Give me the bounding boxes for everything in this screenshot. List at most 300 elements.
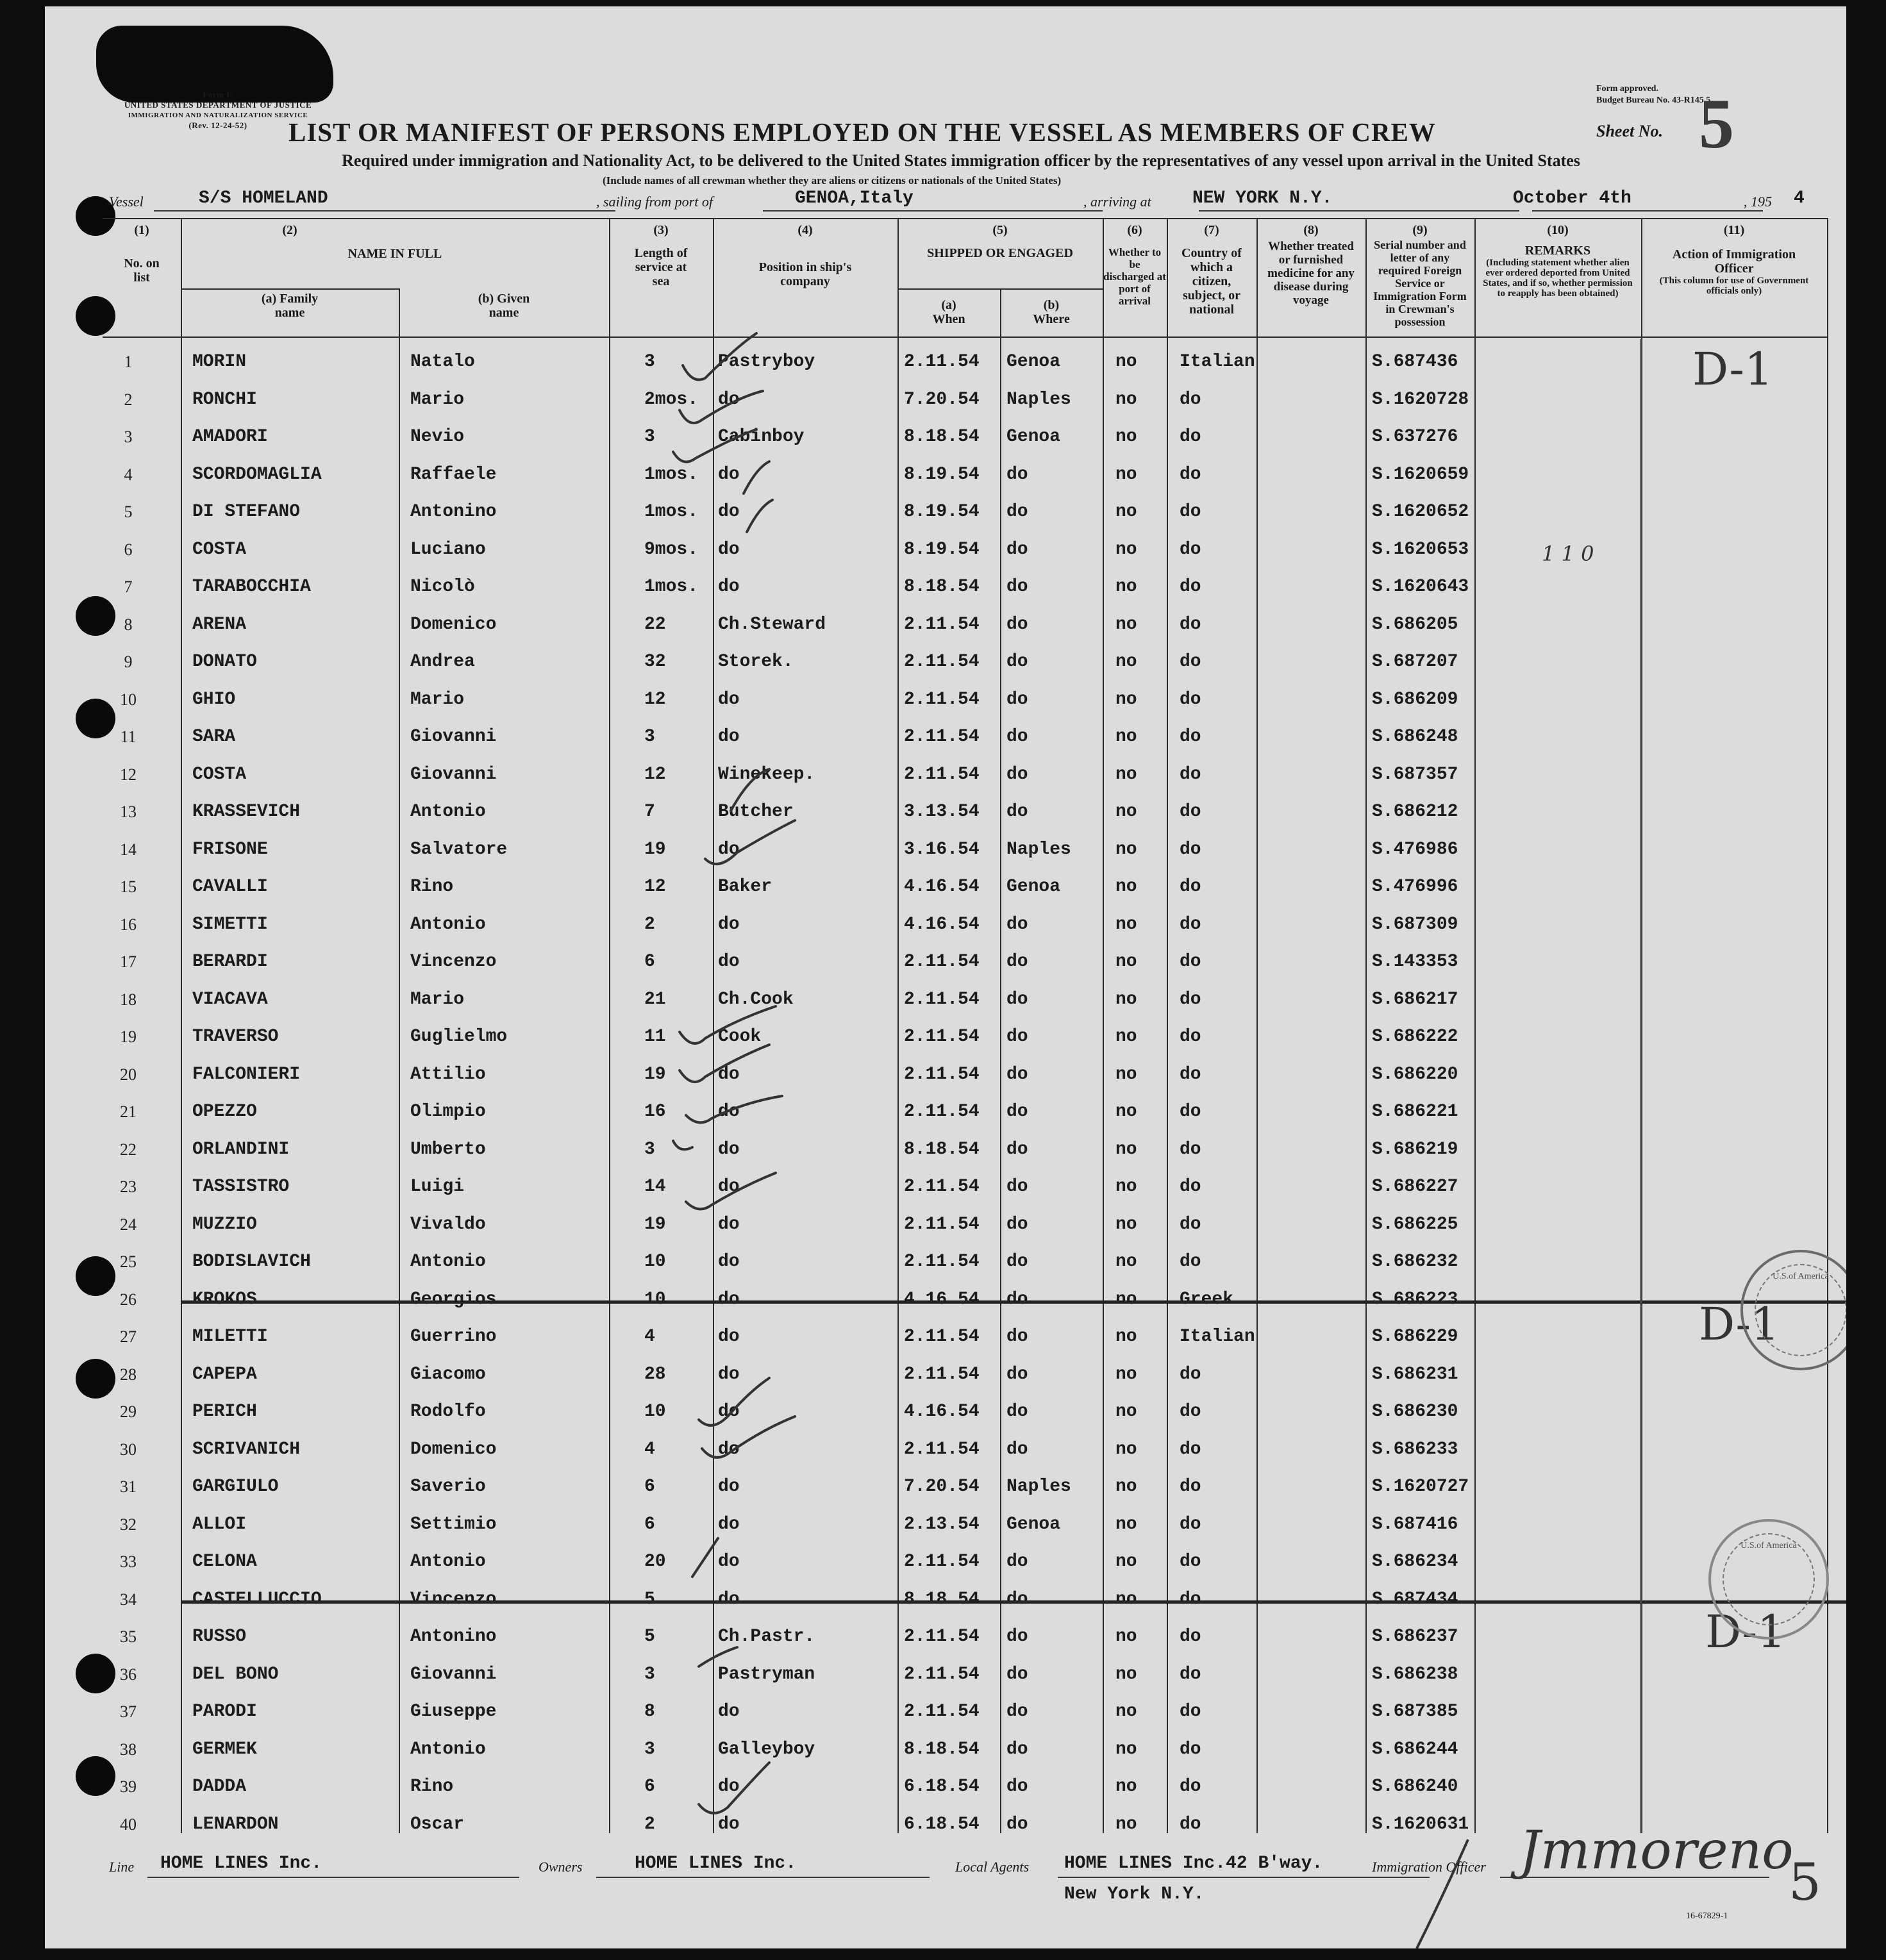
row-number: 7: [124, 577, 133, 596]
serial-number: S.686219: [1372, 1139, 1458, 1159]
country: do: [1180, 502, 1201, 522]
row-number: 3: [124, 428, 133, 446]
family-name: COSTA: [192, 539, 247, 560]
country: do: [1180, 577, 1201, 597]
serial-number: S.686240: [1372, 1777, 1458, 1797]
col-label: Action of Immigration Officer: [1672, 247, 1796, 276]
country: do: [1180, 1739, 1201, 1759]
position: Pastryboy: [718, 352, 815, 372]
shipped-where: do: [1006, 1177, 1028, 1197]
given-name: Guerrino: [410, 1327, 497, 1347]
row-number: 23: [120, 1177, 137, 1196]
serial-number: S.686212: [1372, 802, 1458, 822]
shipped-when: 2.11.54: [904, 1252, 980, 1272]
country: do: [1180, 652, 1201, 672]
family-name: DI STEFANO: [192, 502, 301, 522]
form-code: 16-67829-1: [1686, 1911, 1728, 1921]
discharge: no: [1115, 727, 1137, 747]
country: do: [1180, 1102, 1201, 1122]
shipped-where: do: [1006, 502, 1028, 522]
given-name: Oscar: [410, 1814, 465, 1834]
row-number: 27: [120, 1327, 137, 1346]
position: do: [718, 727, 740, 747]
officer-signature: Jmmoreno: [1519, 1820, 1794, 1881]
length-of-service: 6: [644, 1477, 655, 1497]
vessel-value: S/S HOMELAND: [199, 188, 328, 208]
given-name: Salvatore: [410, 839, 508, 860]
underline: [596, 1877, 930, 1878]
position: do: [718, 689, 740, 710]
family-name: VIACAVA: [192, 989, 268, 1009]
position: Pastryman: [718, 1664, 815, 1684]
length-of-service: 32: [644, 652, 666, 672]
country: do: [1180, 614, 1201, 635]
country: do: [1180, 1552, 1201, 1572]
length-of-service: 1mos.: [644, 464, 699, 485]
given-name: Giacomo: [410, 1364, 486, 1384]
family-name: SCORDOMAGLIA: [192, 464, 322, 485]
serial-number: S.476996: [1372, 877, 1458, 897]
given-name: Mario: [410, 689, 465, 710]
length-of-service: 21: [644, 989, 666, 1009]
family-name: BERARDI: [192, 952, 268, 972]
shipped-where: do: [1006, 1102, 1028, 1122]
discharge: no: [1115, 1777, 1137, 1797]
discharge: no: [1115, 1514, 1137, 1534]
shipped-when: 8.19.54: [904, 539, 980, 560]
shipped-where: Genoa: [1006, 352, 1061, 372]
serial-number: S.687357: [1372, 764, 1458, 785]
family-name: CASTELLUCCIO: [192, 1589, 322, 1609]
discharge: no: [1115, 1327, 1137, 1347]
discharge: no: [1115, 1739, 1137, 1759]
col-number: (7): [1204, 223, 1219, 237]
serial-number: S.686223: [1372, 1289, 1458, 1309]
approval-block: [1596, 83, 1763, 106]
country: do: [1180, 1214, 1201, 1234]
sailing-port-value: GENOA,Italy: [795, 188, 914, 208]
serial-number: S.1620653: [1372, 539, 1469, 560]
position: Butcher: [718, 802, 794, 822]
shipped-when: 2.11.54: [904, 1027, 980, 1047]
shipped-when: 2.11.54: [904, 1552, 980, 1572]
row-number: 11: [120, 727, 137, 746]
shipped-when: 8.18.54: [904, 1739, 980, 1759]
shipped-where: do: [1006, 539, 1028, 560]
length-of-service: 20: [644, 1552, 666, 1572]
position: Ch.Pastr.: [718, 1627, 815, 1647]
country: do: [1180, 1177, 1201, 1197]
col-label: Whether treated or furnished medicine for any disease during voyage: [1267, 240, 1355, 307]
col-number: (8): [1303, 223, 1319, 237]
discharge: no: [1115, 1439, 1137, 1459]
position: do: [718, 1477, 740, 1497]
shipped-when: 2.11.54: [904, 1702, 980, 1722]
row-number: 24: [120, 1215, 137, 1234]
serial-number: S.686231: [1372, 1364, 1458, 1384]
position: do: [718, 1214, 740, 1234]
approval-line: Form approved.: [1596, 84, 1658, 94]
row-number: 22: [120, 1140, 137, 1159]
discharge: no: [1115, 989, 1137, 1009]
discharge: no: [1115, 352, 1137, 372]
family-name: MUZZIO: [192, 1214, 257, 1234]
shipped-when: 8.19.54: [904, 502, 980, 522]
shipped-when: 2.11.54: [904, 1439, 980, 1459]
length-of-service: 1mos.: [644, 502, 699, 522]
row-number: 39: [120, 1777, 137, 1796]
given-name: Antonio: [410, 914, 486, 934]
given-name: Antonio: [410, 1252, 486, 1272]
serial-number: S.1620643: [1372, 577, 1469, 597]
row-number: 19: [120, 1027, 137, 1046]
col-number: (6): [1127, 223, 1142, 237]
serial-number: S.687385: [1372, 1702, 1458, 1722]
family-name: LENARDON: [192, 1814, 279, 1834]
given-name: Georgios: [410, 1289, 497, 1309]
agency-name: UNITED STATES DEPARTMENT OF JUSTICE: [124, 100, 312, 110]
col-number: (4): [797, 223, 813, 237]
family-name: MILETTI: [192, 1327, 268, 1347]
country: do: [1180, 1477, 1201, 1497]
country: do: [1180, 1814, 1201, 1834]
given-name: Giovanni: [410, 1664, 497, 1684]
shipped-where: Genoa: [1006, 1514, 1061, 1534]
given-name: Rino: [410, 877, 454, 897]
country: Italian: [1180, 1327, 1255, 1347]
family-name: DADDA: [192, 1777, 247, 1797]
family-name: CAVALLI: [192, 877, 268, 897]
family-name: OPEZZO: [192, 1102, 257, 1122]
line-label: Line: [109, 1859, 135, 1875]
shipped-where: do: [1006, 764, 1028, 785]
shipped-when: 2.11.54: [904, 1177, 980, 1197]
shipped-where: Genoa: [1006, 427, 1061, 447]
country: do: [1180, 1702, 1201, 1722]
shipped-when: 2.11.54: [904, 1664, 980, 1684]
length-of-service: 8: [644, 1702, 655, 1722]
position: do: [718, 1364, 740, 1384]
action-row-35: D-1: [1705, 1606, 1786, 1658]
position: do: [718, 539, 740, 560]
col-label: Length of service at sea: [634, 246, 688, 288]
col-note: (This column for use of Government officials only): [1659, 276, 1809, 296]
shipped-where: Naples: [1006, 389, 1071, 410]
discharge: no: [1115, 539, 1137, 560]
country: do: [1180, 952, 1201, 972]
position: do: [718, 577, 740, 597]
length-of-service: 10: [644, 1402, 666, 1422]
year-prefix: , 195: [1744, 194, 1772, 210]
discharge: no: [1115, 764, 1137, 785]
position: do: [718, 502, 740, 522]
budget-bureau-line: Budget Bureau No. 43-R145.5.: [1596, 96, 1713, 105]
position: do: [718, 1289, 740, 1309]
underline: [763, 210, 1103, 212]
discharge: no: [1115, 877, 1137, 897]
shipped-where: do: [1006, 1364, 1028, 1384]
position: Cabinboy: [718, 427, 805, 447]
shipped-where: do: [1006, 652, 1028, 672]
shipped-where: do: [1006, 1664, 1028, 1684]
page-subtitle: Required under immigration and Nationality Act, to be delivered to the United States immigration officer by the representatives of any vessel upon arrival in the United States: [342, 151, 1580, 170]
serial-number: S.1620631: [1372, 1814, 1469, 1834]
length-of-service: 11: [644, 1027, 666, 1047]
length-of-service: 7: [644, 802, 655, 822]
shipped-when: 3.16.54: [904, 839, 980, 860]
row-number: 25: [120, 1252, 137, 1271]
local-agents-label: Local Agents: [955, 1859, 1030, 1875]
shipped-where: do: [1006, 914, 1028, 934]
given-name: Olimpio: [410, 1102, 486, 1122]
position: do: [718, 839, 740, 860]
row-number: 4: [124, 465, 133, 484]
serial-number: S.686234: [1372, 1552, 1458, 1572]
row-number: 9: [124, 652, 133, 671]
sheet-number: 5: [1699, 85, 1734, 163]
given-name: Luciano: [410, 539, 486, 560]
length-of-service: 2: [644, 1814, 655, 1834]
agency-revision: (Rev. 12-24-52): [188, 120, 247, 130]
country: do: [1180, 1064, 1201, 1084]
given-name: Luigi: [410, 1177, 465, 1197]
length-of-service: 3: [644, 352, 655, 372]
discharge: no: [1115, 1177, 1137, 1197]
position: do: [718, 1177, 740, 1197]
given-name: Rodolfo: [410, 1402, 486, 1422]
shipped-where: do: [1006, 1139, 1028, 1159]
family-name: PARODI: [192, 1702, 257, 1722]
discharge: no: [1115, 1102, 1137, 1122]
serial-number: S.686217: [1372, 989, 1458, 1009]
serial-number: S.687207: [1372, 652, 1458, 672]
shipped-where: do: [1006, 952, 1028, 972]
position: do: [718, 1777, 740, 1797]
owners-label: Owners: [538, 1859, 583, 1875]
discharge: no: [1115, 1252, 1137, 1272]
shipped-when: 4.16.54: [904, 1402, 980, 1422]
given-name: Guglielmo: [410, 1027, 508, 1047]
action-row-1: D-1: [1692, 343, 1773, 395]
shipped-where: Naples: [1006, 1477, 1071, 1497]
row-number: 29: [120, 1402, 137, 1421]
discharge: no: [1115, 952, 1137, 972]
stamp-text: U.S.of America: [1773, 1272, 1829, 1281]
country: do: [1180, 1589, 1201, 1609]
family-name: SARA: [192, 727, 236, 747]
row-number: 38: [120, 1740, 137, 1759]
vessel-label: Vessel: [109, 194, 144, 210]
given-name: Natalo: [410, 352, 475, 372]
position: do: [718, 1139, 740, 1159]
underline: [147, 1877, 519, 1878]
discharge: no: [1115, 427, 1137, 447]
col-number: (11): [1723, 223, 1745, 237]
serial-number: S.686238: [1372, 1664, 1458, 1684]
family-name: DEL BONO: [192, 1664, 279, 1684]
row-number: 34: [120, 1590, 137, 1609]
shipped-when: 2.11.54: [904, 1627, 980, 1647]
vessel-line: [45, 185, 1846, 217]
row-number: 21: [120, 1102, 137, 1121]
length-of-service: 28: [644, 1364, 666, 1384]
country: do: [1180, 1439, 1201, 1459]
family-name: RUSSO: [192, 1627, 247, 1647]
shipped-where: do: [1006, 1214, 1028, 1234]
row-number: 31: [120, 1477, 137, 1496]
length-of-service: 4: [644, 1439, 655, 1459]
country: do: [1180, 539, 1201, 560]
col-label: Whether to be discharged at port of arrival: [1103, 246, 1166, 307]
length-of-service: 10: [644, 1289, 666, 1309]
serial-number: S.686229: [1372, 1327, 1458, 1347]
row-number: 1: [124, 353, 133, 371]
given-name: Vivaldo: [410, 1214, 486, 1234]
discharge: no: [1115, 1664, 1137, 1684]
shipped-where: do: [1006, 1814, 1028, 1834]
length-of-service: 22: [644, 614, 666, 635]
serial-number: S.1620652: [1372, 502, 1469, 522]
row-number: 12: [120, 765, 137, 784]
serial-number: S.476986: [1372, 839, 1458, 860]
family-name: TRAVERSO: [192, 1027, 279, 1047]
family-name: CAPEPA: [192, 1364, 257, 1384]
col2a-label: (a) Family name: [261, 292, 319, 320]
col-label: Position in ship's company: [758, 260, 852, 288]
row-number: 35: [120, 1627, 137, 1646]
length-of-service: 19: [644, 839, 666, 860]
discharge: no: [1115, 839, 1137, 860]
serial-number: S.687309: [1372, 914, 1458, 934]
country: do: [1180, 764, 1201, 785]
col2b-label: (b) Given name: [478, 292, 530, 320]
country: do: [1180, 1777, 1201, 1797]
row-number: 32: [120, 1515, 137, 1534]
length-of-service: 3: [644, 1664, 655, 1684]
discharge: no: [1115, 802, 1137, 822]
country: do: [1180, 1627, 1201, 1647]
shipped-when: 8.19.54: [904, 464, 980, 485]
shipped-when: 8.18.54: [904, 1589, 980, 1609]
family-name: GERMEK: [192, 1739, 257, 1759]
arrival-date-value: October 4th: [1513, 188, 1631, 208]
shipped-when: 2.11.54: [904, 1364, 980, 1384]
country: do: [1180, 464, 1201, 485]
row-number: 28: [120, 1365, 137, 1384]
serial-number: S.687436: [1372, 352, 1458, 372]
shipped-where: do: [1006, 989, 1028, 1009]
serial-number: S.686221: [1372, 1102, 1458, 1122]
manifest-document: [45, 6, 1846, 1948]
row-number: 13: [120, 802, 137, 821]
country: do: [1180, 1364, 1201, 1384]
family-name: BODISLAVICH: [192, 1252, 311, 1272]
row-number: 18: [120, 990, 137, 1009]
serial-number: S.687434: [1372, 1589, 1458, 1609]
row-number: 15: [120, 877, 137, 896]
shipped-where: do: [1006, 1627, 1028, 1647]
length-of-service: 6: [644, 1777, 655, 1797]
shipped-when: 2.11.54: [904, 352, 980, 372]
position: Winekeep.: [718, 764, 815, 785]
handwritten-marks: [103, 218, 1827, 1833]
length-of-service: 12: [644, 689, 666, 710]
length-of-service: 12: [644, 877, 666, 897]
shipped-where: do: [1006, 1289, 1028, 1309]
country: do: [1180, 914, 1201, 934]
row-number: 6: [124, 540, 133, 559]
length-of-service: 1mos.: [644, 577, 699, 597]
page-subnote: (Include names of all crewman whether they are aliens or citizens or nationals of the United States): [603, 174, 1062, 187]
underline: [1199, 210, 1519, 212]
discharge: no: [1115, 1814, 1137, 1834]
serial-number: S.687416: [1372, 1514, 1458, 1534]
position: do: [718, 1327, 740, 1347]
country: do: [1180, 1252, 1201, 1272]
family-name: ORLANDINI: [192, 1139, 290, 1159]
remark-row-6: 1 1 0: [1542, 542, 1594, 566]
serial-number: S.637276: [1372, 427, 1458, 447]
serial-number: S.143353: [1372, 952, 1458, 972]
serial-number: S.686205: [1372, 614, 1458, 635]
shipped-when: 2.11.54: [904, 727, 980, 747]
serial-number: S.686248: [1372, 727, 1458, 747]
shipped-where: do: [1006, 1739, 1028, 1759]
col-number: (2): [282, 223, 297, 237]
row-number: 10: [120, 690, 137, 709]
shipped-when: 8.18.54: [904, 577, 980, 597]
length-of-service: 6: [644, 1514, 655, 1534]
serial-number: S.1620659: [1372, 464, 1469, 485]
given-name: Antonio: [410, 802, 486, 822]
given-name: Giovanni: [410, 764, 497, 785]
given-name: Mario: [410, 389, 465, 410]
shipped-where: Naples: [1006, 839, 1071, 860]
shipped-when: 7.20.54: [904, 1477, 980, 1497]
position: Cook: [718, 1027, 762, 1047]
country: do: [1180, 389, 1201, 410]
row-number: 26: [120, 1290, 137, 1309]
position: do: [718, 1514, 740, 1534]
row-number: 14: [120, 840, 137, 859]
country: do: [1180, 1514, 1201, 1534]
discharge: no: [1115, 689, 1137, 710]
length-of-service: 9mos.: [644, 539, 699, 560]
given-name: Rino: [410, 1777, 454, 1797]
row-number: 2: [124, 390, 133, 409]
given-name: Antonino: [410, 1627, 497, 1647]
position: do: [718, 1702, 740, 1722]
length-of-service: 19: [644, 1214, 666, 1234]
country: do: [1180, 1402, 1201, 1422]
shipped-where: do: [1006, 1777, 1028, 1797]
serial-number: S.686230: [1372, 1402, 1458, 1422]
row-number: 36: [120, 1665, 137, 1684]
shipped-when: 3.13.54: [904, 802, 980, 822]
col-label: REMARKS: [1524, 244, 1591, 258]
shipped-when: 2.11.54: [904, 1214, 980, 1234]
shipped-where: do: [1006, 1702, 1028, 1722]
length-of-service: 5: [644, 1627, 655, 1647]
country: do: [1180, 1139, 1201, 1159]
family-name: GHIO: [192, 689, 236, 710]
row-number: 8: [124, 615, 133, 634]
position: do: [718, 1439, 740, 1459]
discharge: no: [1115, 1064, 1137, 1084]
shipped-where: do: [1006, 464, 1028, 485]
shipped-when: 2.13.54: [904, 1514, 980, 1534]
discharge: no: [1115, 914, 1137, 934]
